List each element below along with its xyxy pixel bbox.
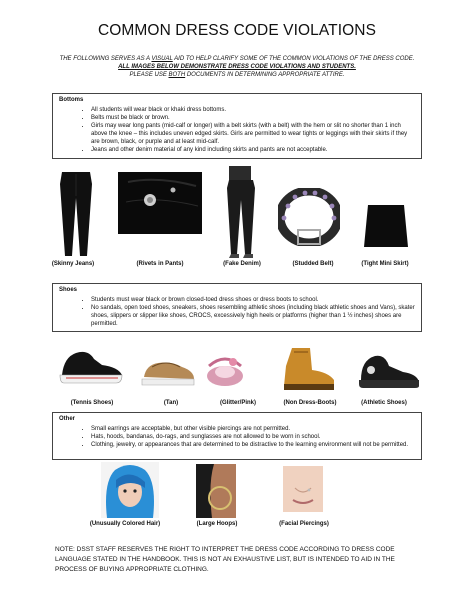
other-rules-list (59, 425, 415, 449)
caption-tennis-shoes: (Tennis Shoes) (70, 400, 114, 406)
caption-glitter-pink: (Glitter/Pink) (219, 400, 257, 406)
intro-line-3a: PLEASE USE (129, 72, 169, 78)
caption-tan: (Tan) (163, 400, 179, 406)
intro-line-3-underlined: BOTH (168, 72, 186, 78)
other-rules-box (52, 412, 422, 460)
glitter-pink-shoes-image (203, 346, 249, 392)
bottoms-rules-list (59, 106, 415, 154)
athletic-shoes-image (357, 350, 421, 392)
caption-rivets-in-pants: (Rivets in Pants) (136, 261, 184, 267)
intro-line-3 (40, 71, 434, 79)
caption-facial-piercings: (Facial Piercings) (279, 521, 329, 527)
bottoms-rule: • Belts must be black or brown. (91, 114, 415, 122)
caption-large-hoops: (Large Hoops) (196, 521, 238, 527)
unusually-colored-hair-image (101, 462, 159, 518)
facial-piercings-image (283, 466, 323, 512)
non-dress-boots-image (280, 346, 336, 392)
caption-skinny-jeans: (Skinny Jeans) (51, 261, 95, 267)
caption-unusually-colored-hair: (Unusually Colored Hair) (89, 521, 161, 527)
bottoms-heading: Bottoms (59, 97, 84, 103)
caption-non-dress-boots: (Non Dress-Boots) (283, 400, 337, 406)
other-heading: Other (59, 416, 76, 422)
intro-line-2: ALL IMAGES BELOW DEMONSTRATE DRESS CODE VIOLATIONS AND STUDENTS. (118, 64, 356, 70)
bottoms-rule: • All students will wear black or khaki dress bottoms. (91, 106, 415, 114)
studded-belt-image (278, 188, 340, 246)
caption-fake-denim: (Fake Denim) (223, 261, 261, 267)
intro-line-3b: DOCUMENTS IN DETERMINING APPROPRIATE ATTIRE. (185, 72, 345, 78)
intro-line-1-underlined: VISUAL (151, 56, 173, 62)
large-hoops-image (196, 464, 236, 518)
caption-athletic-shoes: (Athletic Shoes) (361, 400, 407, 406)
intro-text (40, 55, 434, 79)
disclaimer-note: NOTE: DSST STAFF RESERVES THE RIGHT TO INTERPRET THE DRESS CODE ACCORDING TO DRESS CODE LANGUAGE STATED IN THE HANDBOOK. THIS IS NOT AN EXHAUSTIVE LIST, BUT IS INTENDED TO AID IN THE PROCESS OF BUYING APPROPRIATE CLOTHING. (55, 546, 395, 573)
shoes-rule: • Students must wear black or brown closed-toed dress shoes or dress boots to school. (91, 296, 415, 304)
other-rule: • Hats, hoods, bandanas, do-rags, and sunglasses are not allowed to be worn in school. (91, 433, 415, 441)
page-title: COMMON DRESS CODE VIOLATIONS (97, 22, 377, 39)
other-rule: • Clothing, jewelry, or appearances that are determined to be distractive to the learning environment will not be permitted. (91, 441, 415, 449)
caption-tight-mini-skirt: (Tight Mini Skirt) (361, 261, 409, 267)
skinny-jeans-image (56, 170, 96, 258)
caption-studded-belt: (Studded Belt) (292, 261, 334, 267)
tan-shoes-image (140, 355, 196, 391)
fake-denim-image (221, 166, 261, 258)
shoes-rules-list (59, 296, 415, 328)
intro-line-1a: THE FOLLOWING SERVES AS A (59, 56, 152, 62)
bottoms-rules-box (52, 93, 422, 159)
shoes-heading: Shoes (59, 287, 78, 293)
shoes-rule: • No sandals, open toed shoes, sneakers, shoes resembling athletic shoes (including black athletic shoes and Vans), skater shoes, slippers or slipper like shoes, CROCS, excessively high heels or platforms (higher than 1 ½ inches) shoes are permitted. (91, 304, 415, 328)
shoes-rules-box (52, 283, 422, 332)
intro-line-1 (40, 55, 434, 63)
tight-mini-skirt-image (363, 203, 409, 249)
intro-line-1b: AID TO HELP CLARIFY SOME OF THE COMMON VIOLATIONS OF THE DRESS CODE. (172, 56, 415, 62)
rivets-in-pants-image (118, 172, 202, 234)
bottoms-rule: • Jeans and other denim material of any kind including skirts and pants are not acceptable. (91, 146, 415, 154)
other-rule: • Small earrings are acceptable, but other visible piercings are not permitted. (91, 425, 415, 433)
tennis-shoes-image (58, 345, 124, 387)
bottoms-rule: • Girls may wear long pants (mid-calf or longer) with a belt skirts (with a belt) with the hem or slit no shorter than 1 inch above the knee – this includes uneven edged skirts. Girls are permitted to wear tights or leggings with their skirts if they are brown, black, or purple and at least mid-calf. (91, 122, 415, 146)
